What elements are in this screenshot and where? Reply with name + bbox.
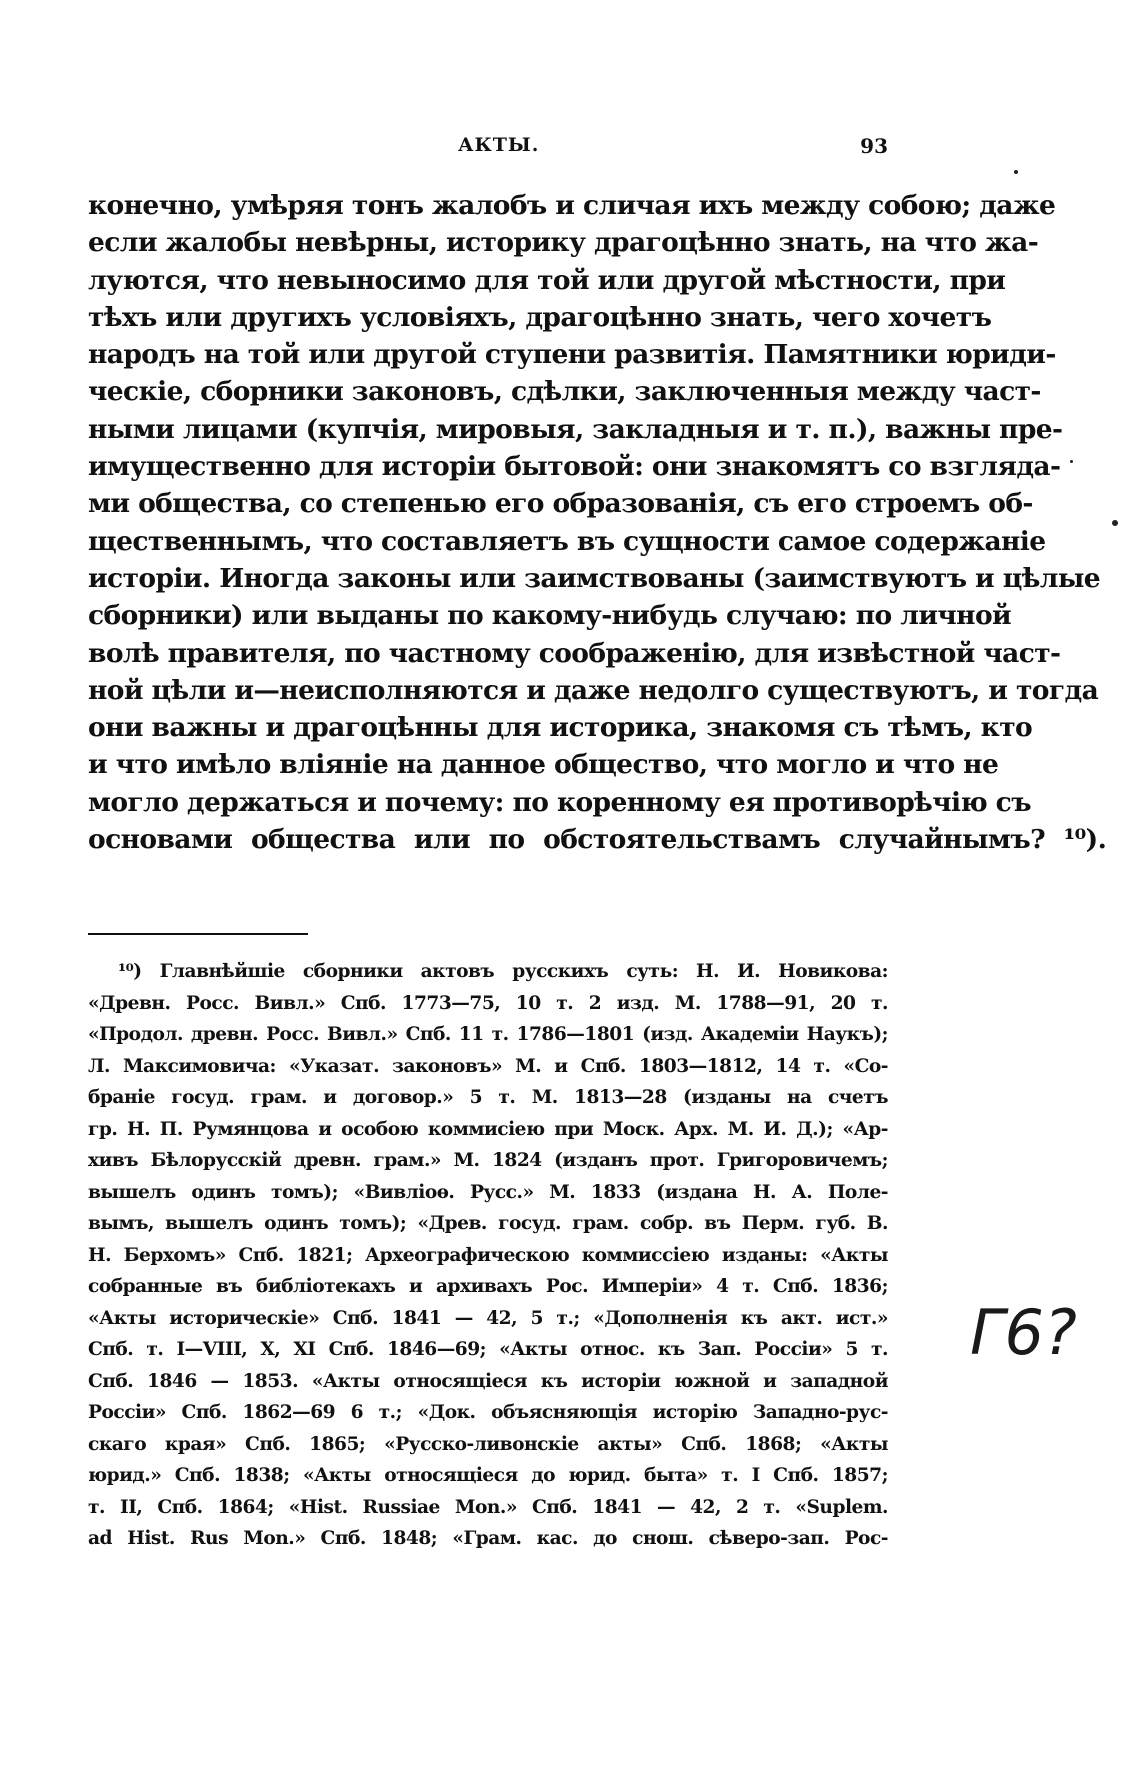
footnote-line: Спб. т. I—VIII, X, XI Спб. 1846—69; «Акты относ. къ Зап. Россіи» 5 т. bbox=[88, 1339, 888, 1360]
footnote-line: вымъ, вышелъ одинъ томъ); «Древ. госуд. грам. собр. въ Перм. губ. В. bbox=[88, 1213, 888, 1234]
footnote-line: т. II, Спб. 1864; «Hist. Russiae Mon.» Спб. 1841 — 42, 2 т. «Suplem. bbox=[88, 1496, 888, 1518]
footnote-line: ¹⁰) Главнѣйшіе сборники актовъ русскихъ суть: Н. И. Новикова: bbox=[118, 961, 888, 982]
text-line: и что имѣло вліяніе на данное общество, что могло и что не bbox=[88, 749, 999, 781]
text-line: основами общества или по обстоятельствамъ случайнымъ? ¹⁰). bbox=[88, 824, 1107, 856]
text-line: они важны и драгоцѣнны для историка, знакомя съ тѣмъ, кто bbox=[88, 712, 1033, 744]
text-line: если жалобы невѣрны, историку драгоцѣнно знать, на что жа- bbox=[88, 227, 1039, 259]
footnote-line: скаго края» Спб. 1865; «Русско-ливонскіе акты» Спб. 1868; «Акты bbox=[88, 1433, 888, 1455]
footnote-line: «Акты историческіе» Спб. 1841 — 42, 5 т.; «Дополненія къ акт. ист.» bbox=[88, 1307, 888, 1329]
footnote-line: браніе госуд. грам. и договор.» 5 т. М. 1813—28 (изданы на счетъ bbox=[88, 1087, 888, 1108]
footnote-line: юрид.» Спб. 1838; «Акты относящіеся до юрид. быта» т. I Спб. 1857; bbox=[88, 1465, 888, 1486]
footnote-line: Россіи» Спб. 1862—69 6 т.; «Док. объясняющія исторію Западно-рус- bbox=[88, 1402, 888, 1423]
text-line: ными лицами (купчія, мировыя, закладныя и т. п.), важны пре- bbox=[88, 413, 1063, 445]
main-text bbox=[88, 187, 1107, 858]
ink-speck bbox=[1014, 170, 1018, 174]
ink-speck bbox=[1070, 460, 1073, 463]
text-line: щественнымъ, что составляетъ въ сущности самое содержаніе bbox=[88, 525, 1046, 557]
text-line: сборники) или выданы по какому-нибудь случаю: по личной bbox=[88, 600, 1012, 632]
footnote-line: собранные въ библіотекахъ и архивахъ Рос. Имперіи» 4 т. Спб. 1836; bbox=[88, 1276, 888, 1297]
text-line: ми общества, со степенью его образованія, съ его строемъ об- bbox=[88, 488, 1033, 520]
text-line: волѣ правителя, по частному соображенію, для извѣстной част- bbox=[88, 637, 1061, 669]
text-line: народъ на той или другой ступени развитія. Памятники юриди- bbox=[88, 339, 1056, 371]
footnote-line: Н. Берхомъ» Спб. 1821; Археографическою коммиссіею изданы: «Акты bbox=[88, 1244, 888, 1266]
page-header bbox=[88, 134, 888, 164]
footnote-line: гр. Н. П. Румянцова и особою коммисіею при Моск. Арх. М. И. Д.); «Ар- bbox=[88, 1118, 888, 1140]
text-line: исторіи. Иногда законы или заимствованы (заимствуютъ и цѣлые bbox=[88, 562, 1101, 594]
text-line: луются, что невыносимо для той или другой мѣстности, при bbox=[88, 264, 1006, 296]
footnote-line: «Древн. Росс. Вивл.» Спб. 1773—75, 10 т. 2 изд. М. 1788—91, 20 т. bbox=[88, 992, 888, 1014]
ink-speck bbox=[1112, 520, 1118, 526]
footnotes bbox=[88, 956, 888, 1555]
page-number: 93 bbox=[860, 134, 888, 158]
footnote-line: «Продол. древн. Росс. Вивл.» Спб. 11 т. 1786—1801 (изд. Академіи Наукъ); bbox=[88, 1024, 888, 1045]
text-line: имущественно для исторіи бытовой: они знакомятъ со взгляда- bbox=[88, 451, 1061, 483]
text-line: тѣхъ или другихъ условіяхъ, драгоцѣнно знать, чего хочетъ bbox=[88, 301, 992, 333]
text-line: ческіе, сборники законовъ, сдѣлки, заключенныя между част- bbox=[88, 376, 1041, 408]
running-title: АКТЫ. bbox=[458, 134, 540, 156]
handwritten-marginal-note: Г6? bbox=[970, 1296, 1077, 1369]
text-line: конечно, умѣряя тонъ жалобъ и сличая ихъ между собою; даже bbox=[88, 190, 1056, 221]
footnote-line: хивъ Бѣлорусскій древн. грам.» М. 1824 (изданъ прот. Григоровичемъ; bbox=[88, 1150, 888, 1171]
text-line: могло держаться и почему: по коренному ея противорѣчію съ bbox=[88, 786, 1031, 818]
text-line: ной цѣли и—неисполняются и даже недолго существуютъ, и тогда bbox=[88, 674, 1099, 706]
footnote-line: вышелъ одинъ томъ); «Вивліоѳ. Русс.» М. 1833 (издана Н. А. Поле- bbox=[88, 1181, 888, 1203]
footnote-line: ad Hist. Rus Mon.» Спб. 1848; «Грам. кас. до снош. сѣверо-зап. Рос- bbox=[88, 1528, 888, 1549]
footnote-line: Л. Максимовича: «Указат. законовъ» М. и Спб. 1803—1812, 14 т. «Со- bbox=[88, 1055, 888, 1077]
footnote-separator bbox=[88, 933, 308, 935]
footnote-line: Спб. 1846 — 1853. «Акты относящіеся къ исторіи южной и западной bbox=[88, 1370, 888, 1392]
